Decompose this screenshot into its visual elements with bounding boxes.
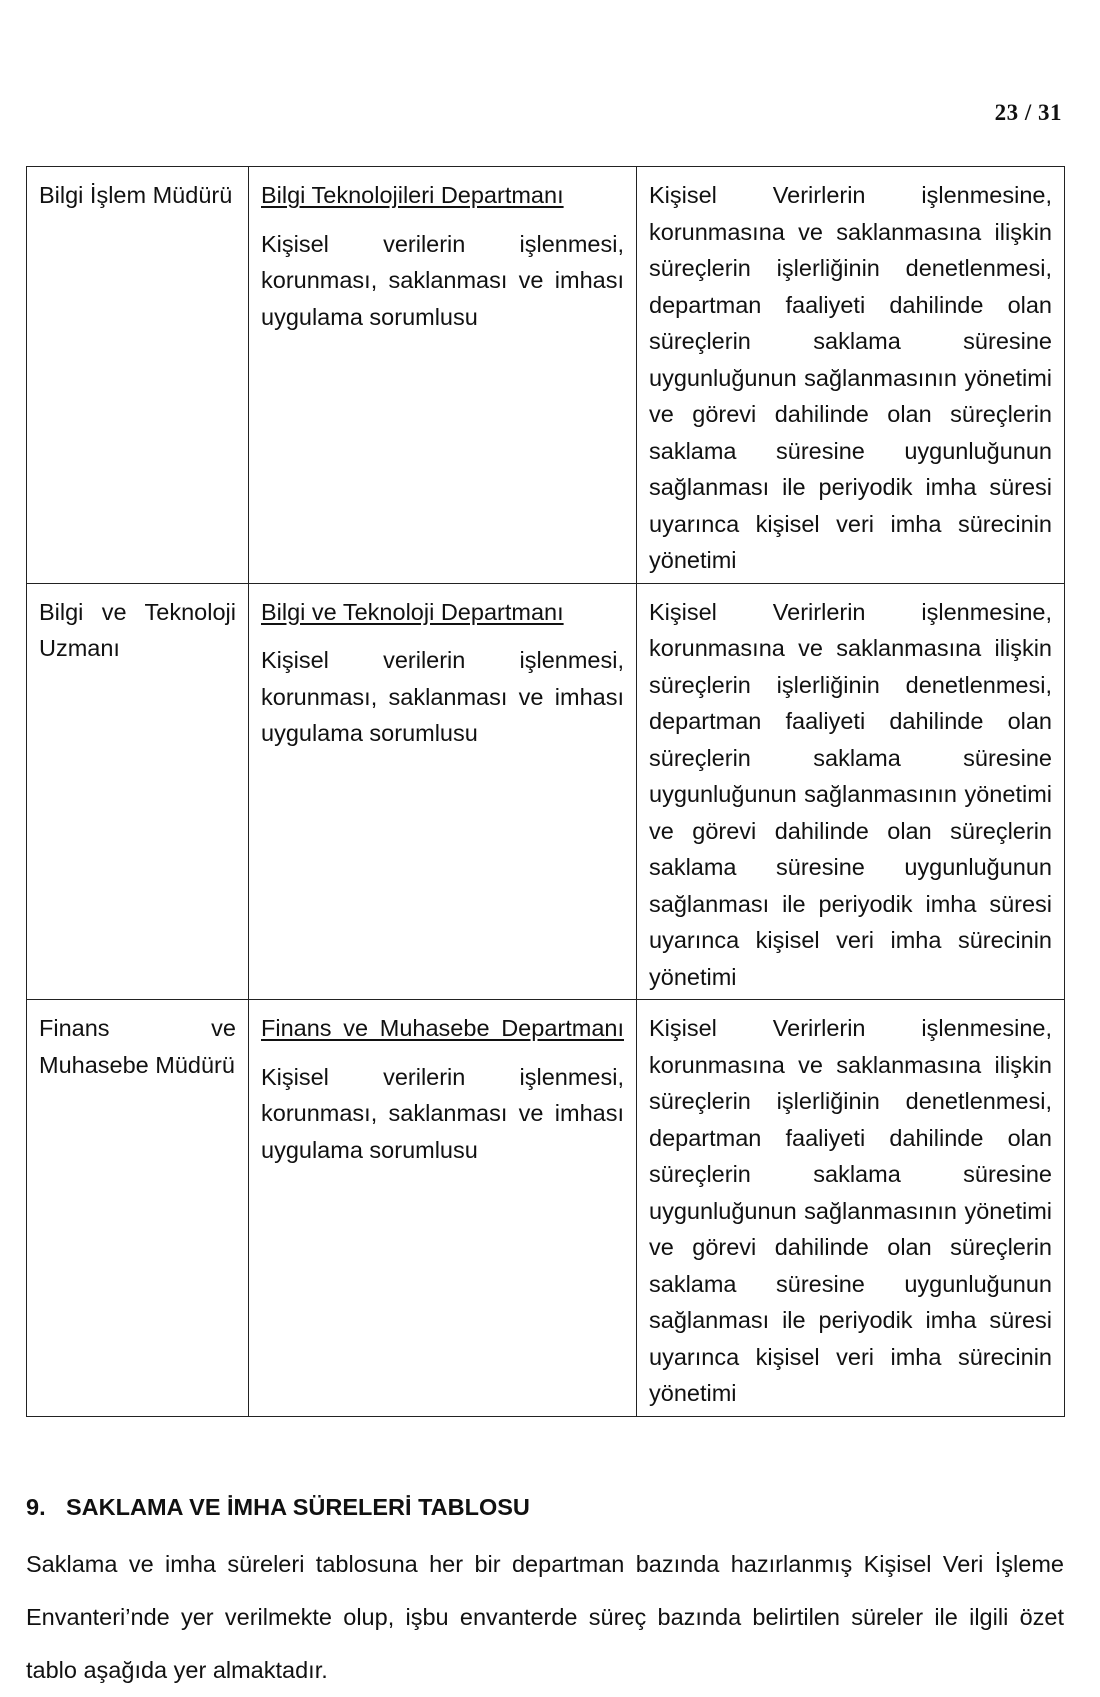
- role-title: Bilgi ve Teknoloji Uzmanı: [39, 598, 236, 661]
- role-title: Finans ve Muhasebe Müdürü: [39, 1015, 236, 1078]
- responsibility-text: Kişisel verilerin işlenmesi, korunması, saklanması ve imhası uygulama sorumlusu: [261, 1063, 624, 1163]
- department-name: Bilgi Teknolojileri Departmanı: [261, 182, 564, 208]
- table-row: [27, 583, 1065, 1000]
- duty-cell: [637, 167, 1065, 584]
- section-body-text: Saklama ve imha süreleri tablosuna her bir departman bazında hazırlanmış Kişisel Veri İşleme Envanteri’nde yer verilmekte olup, işbu envanterde süreç bazında belirtilen süreler ile ilgili özet tablo aşağıda yer almaktadır.: [26, 1551, 1064, 1683]
- role-cell: [27, 167, 249, 584]
- duty-text: Kişisel Verirlerin işlenmesine, korunmasına ve saklanmasına ilişkin süreçlerin işlerliğinin denetlenmesi, departman faaliyeti dahilinde olan süreçlerin saklama süresine uygunluğunun sağlanmasının yönetimi ve görevi dahilinde olan süreçlerin saklama süresine uygunluğunun sağlanması ile periyodik imha süresi uyarınca kişisel veri imha sürecinin yönetimi: [649, 182, 1052, 573]
- section-title: SAKLAMA VE İMHA SÜRELERİ TABLOSU: [66, 1494, 530, 1520]
- table-row: [27, 1000, 1065, 1417]
- role-cell: [27, 583, 249, 1000]
- responsibility-text: Kişisel verilerin işlenmesi, korunması, saklanması ve imhası uygulama sorumlusu: [261, 647, 624, 746]
- department-name: Bilgi ve Teknoloji Departmanı: [261, 598, 564, 625]
- section-heading: [26, 1494, 530, 1521]
- page-number: 23 / 31: [994, 100, 1062, 125]
- responsibility-text: Kişisel verilerin işlenmesi, korunması, saklanması ve imhası uygulama sorumlusu: [261, 230, 624, 330]
- department-cell: [249, 167, 637, 584]
- duty-cell: [637, 1000, 1065, 1417]
- department-cell: [249, 583, 637, 1000]
- duty-text: Kişisel Verirlerin işlenmesine, korunmasına ve saklanmasına ilişkin süreçlerin işlerliğinin denetlenmesi, departman faaliyeti dahilinde olan süreçlerin saklama süresine uygunluğunun sağlanmasının yönetimi ve görevi dahilinde olan süreçlerin saklama süresine uygunluğunun sağlanması ile periyodik imha süresi uyarınca kişisel veri imha sürecinin yönetimi: [649, 598, 1052, 990]
- department-name: Finans ve Muhasebe Departmanı: [261, 1015, 624, 1041]
- table-row: [27, 167, 1065, 584]
- section-number: 9.: [26, 1494, 46, 1520]
- role-cell: [27, 1000, 249, 1417]
- duty-cell: [637, 583, 1065, 1000]
- department-cell: [249, 1000, 637, 1417]
- roles-table: [26, 166, 1065, 1417]
- duty-text: Kişisel Verirlerin işlenmesine, korunmasına ve saklanmasına ilişkin süreçlerin işlerliğinin denetlenmesi, departman faaliyeti dahilinde olan süreçlerin saklama süresine uygunluğunun sağlanmasının yönetimi ve görevi dahilinde olan süreçlerin saklama süresine uygunluğunun sağlanması ile periyodik imha süresi uyarınca kişisel veri imha sürecinin yönetimi: [649, 1015, 1052, 1406]
- role-title: Bilgi İşlem Müdürü: [39, 182, 233, 208]
